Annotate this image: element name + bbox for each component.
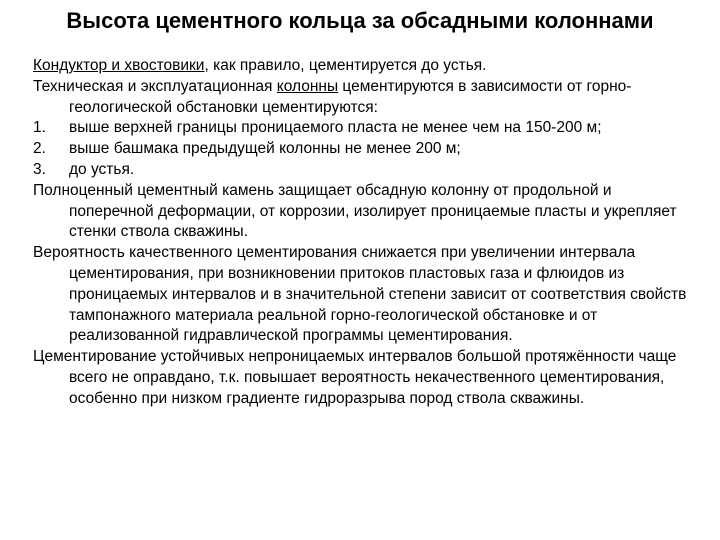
underlined-term: колонны — [276, 77, 339, 95]
paragraph-conductor — [33, 56, 698, 77]
underlined-term: Кондуктор и хвостовики — [33, 57, 205, 74]
list-item-number: 2. — [33, 140, 46, 158]
list-item-text: выше башмака предыдущей колонны не менее 200 м; — [69, 140, 461, 158]
paragraph-cement-stone: Полноценный цементный камень защищает обсадную колонну от продольной и поперечной деформации, от коррозии, изолирует проницаемые пласты и укрепляет стенки ствола скважины. — [33, 181, 677, 241]
list-item — [33, 160, 698, 181]
paragraph-text: Техническая и эксплуатационная — [33, 77, 277, 95]
paragraph-impermeable-intervals: Цементирование устойчивых непроницаемых интервалов большой протяжённости чаще всего не оправдано, т.к. повышает вероятность некачественного цементирования, особенно при низком градиенте гидроразрыва пород ствола скважины. — [33, 348, 677, 407]
paragraph-text: цементируются в зависимости от горно-геологической обстановки цементируются: — [69, 77, 632, 116]
list-item-number: 1. — [33, 119, 46, 137]
slide-body — [33, 56, 698, 410]
list-item — [33, 139, 698, 160]
list-item-text: выше верхней границы проницаемого пласта не менее чем на 150-200 м; — [69, 119, 602, 137]
slide-title: Высота цементного кольца за обсадными колоннами — [66, 8, 654, 33]
list-item — [33, 118, 698, 139]
paragraph-text: , как правило, цементируется до устья. — [204, 57, 487, 74]
list-item-number: 3. — [33, 160, 46, 178]
paragraph-quality-probability: Вероятность качественного цементирования снижается при увеличении интервала цементирования, при возникновении притоков пластовых газа и флюидов из проницаемых интервалов и в значительной степени зависит от соответствия свойств тампонажного материала реальной горно-геологической обстановке и от реализованной гидравлической программы цементирования. — [33, 244, 687, 345]
paragraph-technical-columns — [33, 77, 698, 119]
list-item-text: до устья. — [69, 160, 135, 178]
